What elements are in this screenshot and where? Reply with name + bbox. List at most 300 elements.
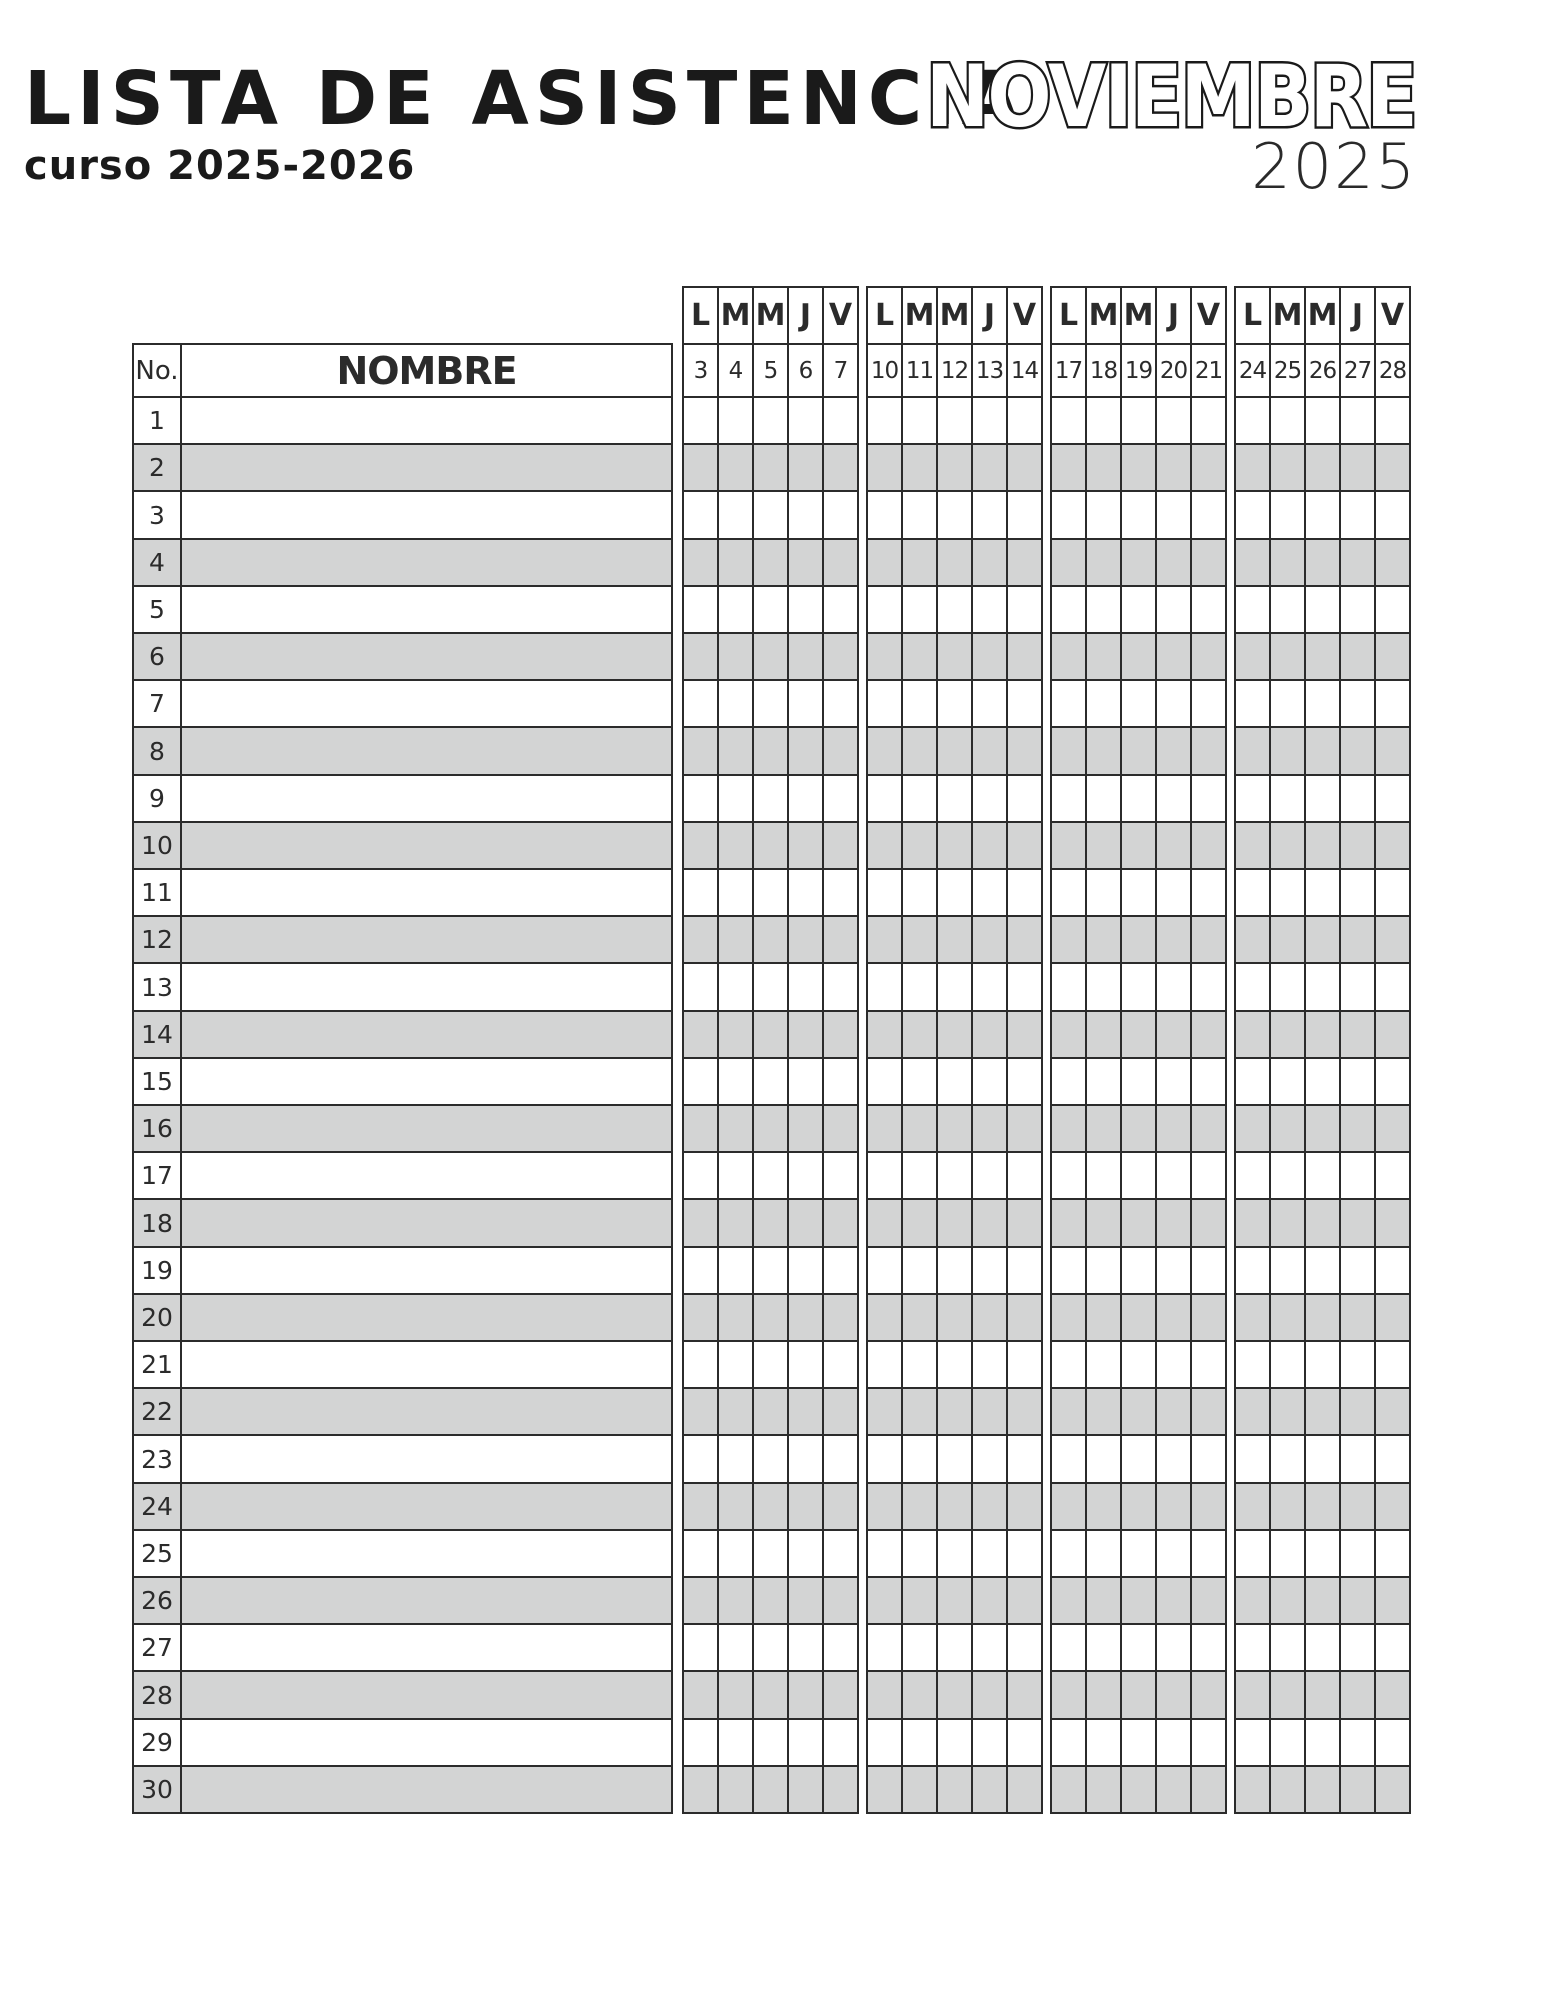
attendance-cell[interactable]: [1234, 1010, 1271, 1059]
attendance-cell[interactable]: [866, 1623, 903, 1672]
attendance-cell[interactable]: [822, 1434, 859, 1484]
attendance-cell[interactable]: [682, 1104, 719, 1153]
attendance-cell[interactable]: [1234, 1434, 1271, 1484]
attendance-cell[interactable]: [1339, 1529, 1376, 1578]
attendance-cell[interactable]: [1304, 1010, 1341, 1059]
attendance-cell[interactable]: [822, 396, 859, 445]
attendance-cell[interactable]: [1006, 868, 1043, 917]
attendance-cell[interactable]: [822, 1670, 859, 1720]
attendance-cell[interactable]: [901, 1340, 938, 1389]
attendance-cell[interactable]: [1374, 1670, 1411, 1720]
attendance-cell[interactable]: [1234, 1246, 1271, 1295]
attendance-cell[interactable]: [1120, 538, 1157, 587]
attendance-cell[interactable]: [787, 1670, 824, 1720]
attendance-cell[interactable]: [682, 1057, 719, 1106]
attendance-cell[interactable]: [1120, 679, 1157, 728]
attendance-cell[interactable]: [1269, 1529, 1306, 1578]
attendance-cell[interactable]: [1304, 632, 1341, 681]
attendance-cell[interactable]: [901, 1529, 938, 1578]
attendance-cell[interactable]: [682, 1340, 719, 1389]
attendance-cell[interactable]: [1085, 1246, 1122, 1295]
attendance-cell[interactable]: [717, 1104, 754, 1153]
attendance-cell[interactable]: [1155, 1010, 1192, 1059]
attendance-cell[interactable]: [682, 1151, 719, 1200]
attendance-cell[interactable]: [1120, 1246, 1157, 1295]
attendance-cell[interactable]: [866, 538, 903, 587]
attendance-cell[interactable]: [971, 490, 1008, 540]
attendance-cell[interactable]: [1374, 1293, 1411, 1342]
attendance-cell[interactable]: [936, 1387, 973, 1436]
attendance-cell[interactable]: [1234, 962, 1271, 1012]
attendance-cell[interactable]: [936, 1057, 973, 1106]
attendance-cell[interactable]: [822, 679, 859, 728]
attendance-cell[interactable]: [1234, 1198, 1271, 1248]
attendance-cell[interactable]: [971, 632, 1008, 681]
attendance-cell[interactable]: [1006, 821, 1043, 870]
attendance-cell[interactable]: [971, 443, 1008, 492]
attendance-cell[interactable]: [822, 774, 859, 823]
attendance-cell[interactable]: [1120, 915, 1157, 964]
attendance-cell[interactable]: [787, 1623, 824, 1672]
attendance-cell[interactable]: [1339, 1198, 1376, 1248]
attendance-cell[interactable]: [822, 1482, 859, 1531]
attendance-cell[interactable]: [936, 962, 973, 1012]
attendance-cell[interactable]: [1006, 1434, 1043, 1484]
attendance-cell[interactable]: [1155, 1765, 1192, 1814]
attendance-cell[interactable]: [1234, 868, 1271, 917]
attendance-cell[interactable]: [752, 443, 789, 492]
attendance-cell[interactable]: [1269, 774, 1306, 823]
attendance-cell[interactable]: [1304, 1340, 1341, 1389]
attendance-cell[interactable]: [1304, 1576, 1341, 1625]
attendance-cell[interactable]: [1120, 962, 1157, 1012]
student-name-field[interactable]: [180, 774, 673, 823]
attendance-cell[interactable]: [1234, 774, 1271, 823]
attendance-cell[interactable]: [936, 774, 973, 823]
attendance-cell[interactable]: [1190, 1151, 1227, 1200]
attendance-cell[interactable]: [901, 1104, 938, 1153]
attendance-cell[interactable]: [936, 1529, 973, 1578]
attendance-cell[interactable]: [866, 679, 903, 728]
attendance-cell[interactable]: [1006, 396, 1043, 445]
attendance-cell[interactable]: [1006, 962, 1043, 1012]
attendance-cell[interactable]: [1234, 1293, 1271, 1342]
attendance-cell[interactable]: [1085, 1482, 1122, 1531]
attendance-cell[interactable]: [822, 821, 859, 870]
attendance-cell[interactable]: [1190, 1765, 1227, 1814]
attendance-cell[interactable]: [1190, 490, 1227, 540]
attendance-cell[interactable]: [1085, 915, 1122, 964]
attendance-cell[interactable]: [1234, 1151, 1271, 1200]
attendance-cell[interactable]: [752, 868, 789, 917]
attendance-cell[interactable]: [1374, 632, 1411, 681]
attendance-cell[interactable]: [1339, 962, 1376, 1012]
attendance-cell[interactable]: [866, 774, 903, 823]
attendance-cell[interactable]: [1304, 1246, 1341, 1295]
attendance-cell[interactable]: [1006, 1057, 1043, 1106]
attendance-cell[interactable]: [971, 1434, 1008, 1484]
attendance-cell[interactable]: [1374, 1529, 1411, 1578]
attendance-cell[interactable]: [682, 632, 719, 681]
attendance-cell[interactable]: [1155, 726, 1192, 776]
attendance-cell[interactable]: [1374, 774, 1411, 823]
attendance-cell[interactable]: [822, 1765, 859, 1814]
attendance-cell[interactable]: [971, 1198, 1008, 1248]
attendance-cell[interactable]: [1339, 1434, 1376, 1484]
attendance-cell[interactable]: [971, 1718, 1008, 1767]
attendance-cell[interactable]: [822, 1718, 859, 1767]
attendance-cell[interactable]: [971, 1340, 1008, 1389]
attendance-cell[interactable]: [752, 1670, 789, 1720]
attendance-cell[interactable]: [1006, 679, 1043, 728]
attendance-cell[interactable]: [1006, 1670, 1043, 1720]
attendance-cell[interactable]: [1339, 1340, 1376, 1389]
attendance-cell[interactable]: [752, 538, 789, 587]
attendance-cell[interactable]: [1339, 585, 1376, 634]
attendance-cell[interactable]: [901, 1670, 938, 1720]
attendance-cell[interactable]: [682, 679, 719, 728]
attendance-cell[interactable]: [1234, 1340, 1271, 1389]
attendance-cell[interactable]: [1006, 490, 1043, 540]
attendance-cell[interactable]: [787, 1246, 824, 1295]
attendance-cell[interactable]: [1050, 1340, 1087, 1389]
student-name-field[interactable]: [180, 679, 673, 728]
attendance-cell[interactable]: [1190, 1670, 1227, 1720]
attendance-cell[interactable]: [717, 868, 754, 917]
attendance-cell[interactable]: [717, 1670, 754, 1720]
attendance-cell[interactable]: [822, 1529, 859, 1578]
attendance-cell[interactable]: [1269, 1198, 1306, 1248]
attendance-cell[interactable]: [1155, 1434, 1192, 1484]
student-name-field[interactable]: [180, 585, 673, 634]
attendance-cell[interactable]: [1050, 1482, 1087, 1531]
attendance-cell[interactable]: [971, 1670, 1008, 1720]
attendance-cell[interactable]: [1339, 1246, 1376, 1295]
attendance-cell[interactable]: [1374, 962, 1411, 1012]
attendance-cell[interactable]: [1234, 396, 1271, 445]
attendance-cell[interactable]: [901, 396, 938, 445]
attendance-cell[interactable]: [1120, 1718, 1157, 1767]
student-name-field[interactable]: [180, 1718, 673, 1767]
attendance-cell[interactable]: [971, 1482, 1008, 1531]
attendance-cell[interactable]: [1304, 1057, 1341, 1106]
attendance-cell[interactable]: [1234, 1623, 1271, 1672]
attendance-cell[interactable]: [682, 1434, 719, 1484]
attendance-cell[interactable]: [682, 1482, 719, 1531]
attendance-cell[interactable]: [866, 1387, 903, 1436]
attendance-cell[interactable]: [717, 1151, 754, 1200]
attendance-cell[interactable]: [682, 915, 719, 964]
attendance-cell[interactable]: [936, 1623, 973, 1672]
attendance-cell[interactable]: [1339, 1576, 1376, 1625]
attendance-cell[interactable]: [1006, 1718, 1043, 1767]
attendance-cell[interactable]: [787, 962, 824, 1012]
attendance-cell[interactable]: [1050, 538, 1087, 587]
attendance-cell[interactable]: [1374, 726, 1411, 776]
attendance-cell[interactable]: [1374, 868, 1411, 917]
attendance-cell[interactable]: [971, 1057, 1008, 1106]
attendance-cell[interactable]: [971, 585, 1008, 634]
attendance-cell[interactable]: [1120, 1151, 1157, 1200]
attendance-cell[interactable]: [1339, 679, 1376, 728]
attendance-cell[interactable]: [787, 1576, 824, 1625]
student-name-field[interactable]: [180, 1765, 673, 1814]
attendance-cell[interactable]: [1269, 1246, 1306, 1295]
attendance-cell[interactable]: [866, 490, 903, 540]
attendance-cell[interactable]: [787, 1529, 824, 1578]
attendance-cell[interactable]: [1190, 774, 1227, 823]
attendance-cell[interactable]: [936, 1482, 973, 1531]
attendance-cell[interactable]: [936, 1434, 973, 1484]
attendance-cell[interactable]: [1269, 396, 1306, 445]
attendance-cell[interactable]: [1304, 1670, 1341, 1720]
attendance-cell[interactable]: [1085, 585, 1122, 634]
attendance-cell[interactable]: [936, 915, 973, 964]
attendance-cell[interactable]: [752, 1482, 789, 1531]
attendance-cell[interactable]: [901, 1246, 938, 1295]
attendance-cell[interactable]: [1006, 632, 1043, 681]
attendance-cell[interactable]: [822, 443, 859, 492]
attendance-cell[interactable]: [1120, 1482, 1157, 1531]
attendance-cell[interactable]: [1374, 915, 1411, 964]
attendance-cell[interactable]: [1050, 443, 1087, 492]
attendance-cell[interactable]: [1120, 490, 1157, 540]
attendance-cell[interactable]: [1339, 1293, 1376, 1342]
attendance-cell[interactable]: [1155, 1104, 1192, 1153]
attendance-cell[interactable]: [1304, 1765, 1341, 1814]
attendance-cell[interactable]: [787, 1765, 824, 1814]
attendance-cell[interactable]: [1085, 396, 1122, 445]
attendance-cell[interactable]: [1155, 1529, 1192, 1578]
attendance-cell[interactable]: [971, 1293, 1008, 1342]
attendance-cell[interactable]: [822, 868, 859, 917]
attendance-cell[interactable]: [1085, 1434, 1122, 1484]
attendance-cell[interactable]: [787, 1387, 824, 1436]
attendance-cell[interactable]: [1339, 443, 1376, 492]
attendance-cell[interactable]: [901, 1623, 938, 1672]
student-name-field[interactable]: [180, 538, 673, 587]
attendance-cell[interactable]: [1050, 632, 1087, 681]
attendance-cell[interactable]: [1234, 1057, 1271, 1106]
attendance-cell[interactable]: [822, 585, 859, 634]
attendance-cell[interactable]: [1085, 1670, 1122, 1720]
attendance-cell[interactable]: [1155, 632, 1192, 681]
attendance-cell[interactable]: [1304, 1434, 1341, 1484]
attendance-cell[interactable]: [901, 1198, 938, 1248]
attendance-cell[interactable]: [1339, 1482, 1376, 1531]
attendance-cell[interactable]: [1234, 1387, 1271, 1436]
attendance-cell[interactable]: [1050, 868, 1087, 917]
attendance-cell[interactable]: [1050, 1387, 1087, 1436]
attendance-cell[interactable]: [1085, 1151, 1122, 1200]
attendance-cell[interactable]: [1269, 1434, 1306, 1484]
attendance-cell[interactable]: [1155, 868, 1192, 917]
attendance-cell[interactable]: [717, 1576, 754, 1625]
attendance-cell[interactable]: [1155, 443, 1192, 492]
attendance-cell[interactable]: [936, 1670, 973, 1720]
student-name-field[interactable]: [180, 1151, 673, 1200]
attendance-cell[interactable]: [1190, 1104, 1227, 1153]
attendance-cell[interactable]: [682, 868, 719, 917]
attendance-cell[interactable]: [936, 1576, 973, 1625]
attendance-cell[interactable]: [901, 1434, 938, 1484]
attendance-cell[interactable]: [822, 726, 859, 776]
attendance-cell[interactable]: [901, 821, 938, 870]
attendance-cell[interactable]: [1304, 490, 1341, 540]
student-name-field[interactable]: [180, 1434, 673, 1484]
attendance-cell[interactable]: [752, 1198, 789, 1248]
attendance-cell[interactable]: [752, 490, 789, 540]
attendance-cell[interactable]: [1006, 585, 1043, 634]
attendance-cell[interactable]: [936, 821, 973, 870]
attendance-cell[interactable]: [866, 821, 903, 870]
attendance-cell[interactable]: [682, 1293, 719, 1342]
attendance-cell[interactable]: [1269, 1576, 1306, 1625]
attendance-cell[interactable]: [1085, 632, 1122, 681]
attendance-cell[interactable]: [1374, 1434, 1411, 1484]
attendance-cell[interactable]: [901, 868, 938, 917]
attendance-cell[interactable]: [936, 1198, 973, 1248]
attendance-cell[interactable]: [901, 1151, 938, 1200]
attendance-cell[interactable]: [1374, 443, 1411, 492]
attendance-cell[interactable]: [1339, 774, 1376, 823]
attendance-cell[interactable]: [1190, 868, 1227, 917]
attendance-cell[interactable]: [717, 679, 754, 728]
attendance-cell[interactable]: [1269, 1623, 1306, 1672]
attendance-cell[interactable]: [682, 1718, 719, 1767]
attendance-cell[interactable]: [1269, 821, 1306, 870]
attendance-cell[interactable]: [717, 538, 754, 587]
attendance-cell[interactable]: [787, 1057, 824, 1106]
attendance-cell[interactable]: [936, 1010, 973, 1059]
attendance-cell[interactable]: [971, 1104, 1008, 1153]
attendance-cell[interactable]: [1190, 1529, 1227, 1578]
student-name-field[interactable]: [180, 1482, 673, 1531]
attendance-cell[interactable]: [1120, 821, 1157, 870]
attendance-cell[interactable]: [1120, 396, 1157, 445]
attendance-cell[interactable]: [822, 1387, 859, 1436]
attendance-cell[interactable]: [1269, 679, 1306, 728]
attendance-cell[interactable]: [682, 585, 719, 634]
attendance-cell[interactable]: [1190, 585, 1227, 634]
attendance-cell[interactable]: [1190, 821, 1227, 870]
attendance-cell[interactable]: [1006, 1387, 1043, 1436]
attendance-cell[interactable]: [1190, 1482, 1227, 1531]
attendance-cell[interactable]: [1006, 1104, 1043, 1153]
student-name-field[interactable]: [180, 1623, 673, 1672]
attendance-cell[interactable]: [1269, 1718, 1306, 1767]
attendance-cell[interactable]: [1339, 396, 1376, 445]
attendance-cell[interactable]: [936, 538, 973, 587]
attendance-cell[interactable]: [866, 1529, 903, 1578]
attendance-cell[interactable]: [866, 1057, 903, 1106]
student-name-field[interactable]: [180, 726, 673, 776]
attendance-cell[interactable]: [1304, 1529, 1341, 1578]
attendance-cell[interactable]: [787, 1340, 824, 1389]
attendance-cell[interactable]: [936, 1293, 973, 1342]
attendance-cell[interactable]: [752, 1576, 789, 1625]
attendance-cell[interactable]: [1155, 962, 1192, 1012]
attendance-cell[interactable]: [1190, 1010, 1227, 1059]
attendance-cell[interactable]: [1190, 1293, 1227, 1342]
attendance-cell[interactable]: [822, 632, 859, 681]
attendance-cell[interactable]: [787, 443, 824, 492]
attendance-cell[interactable]: [1304, 443, 1341, 492]
attendance-cell[interactable]: [901, 1576, 938, 1625]
attendance-cell[interactable]: [752, 1387, 789, 1436]
attendance-cell[interactable]: [1006, 1623, 1043, 1672]
attendance-cell[interactable]: [1190, 1387, 1227, 1436]
attendance-cell[interactable]: [901, 962, 938, 1012]
attendance-cell[interactable]: [1269, 490, 1306, 540]
attendance-cell[interactable]: [682, 1576, 719, 1625]
attendance-cell[interactable]: [1155, 821, 1192, 870]
attendance-cell[interactable]: [752, 1529, 789, 1578]
attendance-cell[interactable]: [901, 538, 938, 587]
attendance-cell[interactable]: [787, 538, 824, 587]
attendance-cell[interactable]: [1050, 396, 1087, 445]
student-name-field[interactable]: [180, 1057, 673, 1106]
attendance-cell[interactable]: [1120, 632, 1157, 681]
attendance-cell[interactable]: [1050, 821, 1087, 870]
attendance-cell[interactable]: [1190, 726, 1227, 776]
attendance-cell[interactable]: [1155, 1623, 1192, 1672]
attendance-cell[interactable]: [971, 1246, 1008, 1295]
attendance-cell[interactable]: [866, 1765, 903, 1814]
attendance-cell[interactable]: [1085, 868, 1122, 917]
attendance-cell[interactable]: [1374, 1718, 1411, 1767]
attendance-cell[interactable]: [1085, 1529, 1122, 1578]
attendance-cell[interactable]: [787, 774, 824, 823]
attendance-cell[interactable]: [752, 1104, 789, 1153]
attendance-cell[interactable]: [1374, 1104, 1411, 1153]
attendance-cell[interactable]: [1006, 1293, 1043, 1342]
attendance-cell[interactable]: [971, 396, 1008, 445]
attendance-cell[interactable]: [1339, 1387, 1376, 1436]
attendance-cell[interactable]: [1339, 1718, 1376, 1767]
attendance-cell[interactable]: [787, 679, 824, 728]
attendance-cell[interactable]: [717, 1529, 754, 1578]
attendance-cell[interactable]: [1120, 1104, 1157, 1153]
attendance-cell[interactable]: [787, 585, 824, 634]
attendance-cell[interactable]: [936, 490, 973, 540]
attendance-cell[interactable]: [1234, 1576, 1271, 1625]
attendance-cell[interactable]: [682, 443, 719, 492]
attendance-cell[interactable]: [682, 396, 719, 445]
attendance-cell[interactable]: [752, 1246, 789, 1295]
attendance-cell[interactable]: [1234, 1482, 1271, 1531]
attendance-cell[interactable]: [787, 1198, 824, 1248]
attendance-cell[interactable]: [787, 1293, 824, 1342]
attendance-cell[interactable]: [717, 1718, 754, 1767]
attendance-cell[interactable]: [822, 490, 859, 540]
attendance-cell[interactable]: [1234, 679, 1271, 728]
attendance-cell[interactable]: [1339, 1104, 1376, 1153]
attendance-cell[interactable]: [901, 1482, 938, 1531]
attendance-cell[interactable]: [866, 1718, 903, 1767]
attendance-cell[interactable]: [1304, 962, 1341, 1012]
attendance-cell[interactable]: [901, 1765, 938, 1814]
attendance-cell[interactable]: [752, 821, 789, 870]
attendance-cell[interactable]: [971, 1765, 1008, 1814]
attendance-cell[interactable]: [1155, 585, 1192, 634]
student-name-field[interactable]: [180, 868, 673, 917]
attendance-cell[interactable]: [752, 915, 789, 964]
attendance-cell[interactable]: [901, 443, 938, 492]
attendance-cell[interactable]: [752, 962, 789, 1012]
attendance-cell[interactable]: [1304, 915, 1341, 964]
attendance-cell[interactable]: [1120, 1010, 1157, 1059]
